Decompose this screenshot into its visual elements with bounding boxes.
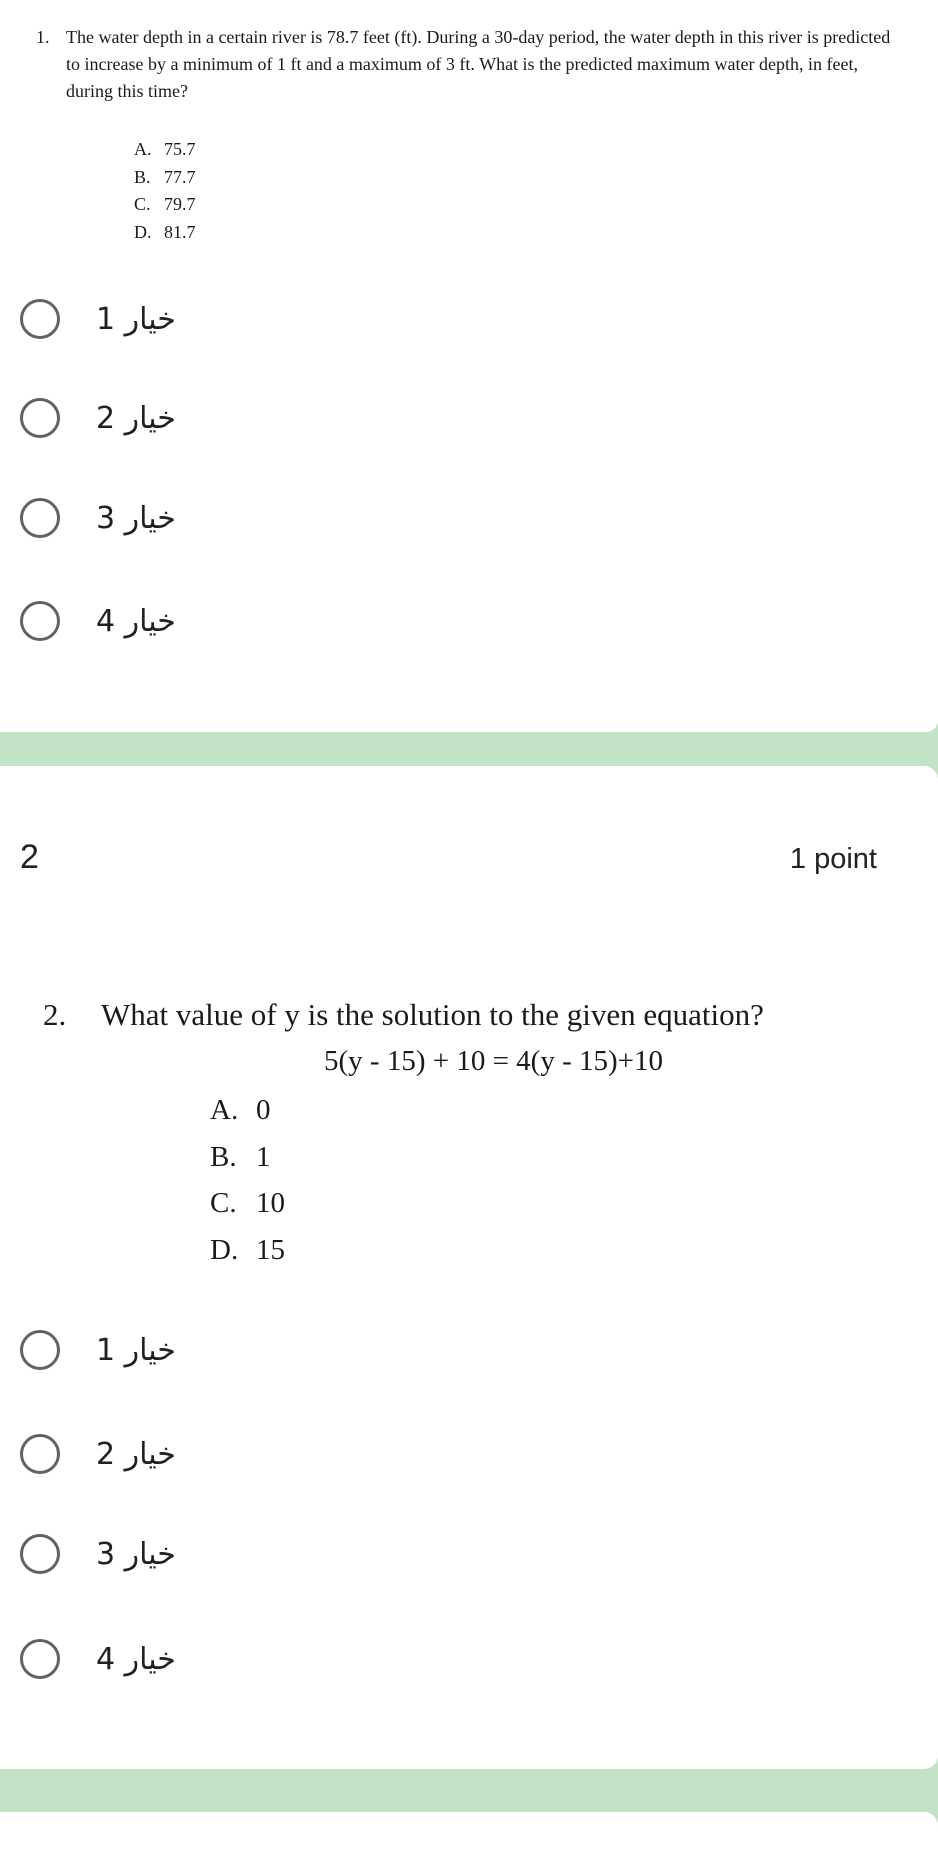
option-label: خيار 3 bbox=[96, 500, 176, 536]
choice-a: A. 0 bbox=[210, 1094, 271, 1126]
choice-d: D. 81.7 bbox=[134, 221, 196, 242]
question-1-number: 1. bbox=[36, 27, 50, 47]
choice-b: B. 1 bbox=[210, 1140, 271, 1173]
q2-option-2[interactable] bbox=[20, 1432, 176, 1476]
q2-option-4[interactable] bbox=[20, 1637, 176, 1681]
radio-circle-icon[interactable] bbox=[20, 1330, 60, 1370]
q1-option-2[interactable] bbox=[20, 396, 176, 440]
radio-circle-icon[interactable] bbox=[20, 398, 60, 438]
q1-option-3[interactable] bbox=[20, 496, 176, 540]
choice-a: A. 75.7 bbox=[134, 139, 196, 159]
radio-circle-icon[interactable] bbox=[20, 498, 60, 538]
choice-c: C. 10 bbox=[210, 1187, 285, 1219]
question-2-prompt: What value of y is the solution to the given equation? bbox=[101, 997, 764, 1032]
points-label: 1 point bbox=[789, 843, 877, 875]
choice-c: C. 79.7 bbox=[134, 194, 196, 214]
radio-circle-icon[interactable] bbox=[20, 1434, 60, 1474]
radio-circle-icon[interactable] bbox=[20, 601, 60, 641]
question-card-2 bbox=[0, 766, 938, 1769]
option-label: خيار 4 bbox=[96, 1641, 176, 1677]
choice-b: B. 77.7 bbox=[134, 166, 196, 187]
question-card-1 bbox=[0, 0, 938, 732]
radio-circle-icon[interactable] bbox=[20, 299, 60, 339]
question-1-choices bbox=[134, 136, 196, 246]
option-label: خيار 2 bbox=[96, 400, 176, 436]
radio-circle-icon[interactable] bbox=[20, 1639, 60, 1679]
question-card-3 bbox=[0, 1812, 938, 1852]
q2-option-1[interactable] bbox=[20, 1328, 176, 1372]
option-label: خيار 3 bbox=[96, 1536, 176, 1572]
option-label: خيار 1 bbox=[96, 301, 176, 337]
option-label: خيار 2 bbox=[96, 1436, 176, 1472]
question-2-equation: 5(y - 15) + 10 = 4(y - 15)+10 bbox=[324, 1045, 664, 1077]
q2-option-3[interactable] bbox=[20, 1532, 176, 1576]
question-2-choices bbox=[210, 1087, 285, 1273]
q1-option-4[interactable] bbox=[20, 599, 176, 643]
option-label: خيار 1 bbox=[96, 1332, 176, 1368]
question-1-text: The water depth in a certain river is 78.7 feet (ft). During a 30-day period, the water depth in this river is predicted to increase by a minimum of 1 ft and a maximum of 3 ft. What is the predicted maximum water depth, in feet, during this time? bbox=[66, 27, 891, 101]
choice-d: D. 15 bbox=[210, 1233, 285, 1266]
question-2-number: 2. bbox=[43, 997, 67, 1032]
q1-option-1[interactable] bbox=[20, 297, 176, 341]
radio-circle-icon[interactable] bbox=[20, 1534, 60, 1574]
question-2-header-number: 2 bbox=[20, 838, 39, 876]
question-2-text bbox=[43, 995, 764, 1035]
option-label: خيار 4 bbox=[96, 603, 176, 639]
